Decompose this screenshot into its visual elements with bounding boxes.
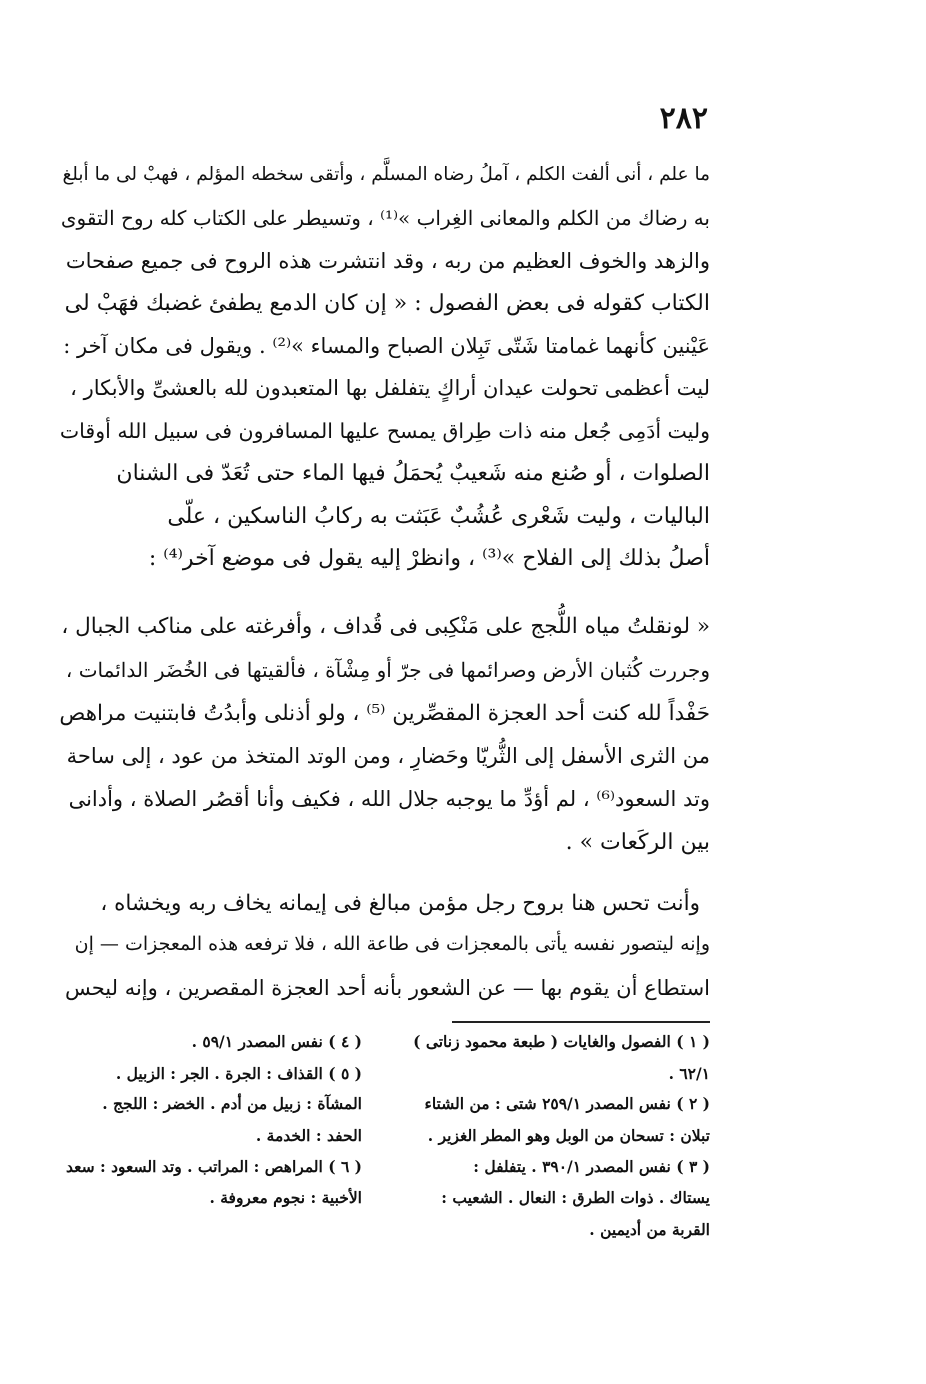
footnote-line: الحفد : الخدمة . (255, 1126, 362, 1145)
body-line: ما علم ، أنى ألفت الكلم ، آملُ رضاه المسلَّم ، وأتقى سخطه المؤلم ، فهبْ لى ما أبلغ (62, 164, 710, 185)
body-line: وليت أدَمِى جُعل منه ذات طِراق يمسح عليها المسافرون فى سبيل الله أوقات (59, 419, 710, 443)
footnote-divider (452, 1021, 710, 1023)
body-line: الباليات ، وليت شَعْرى عُشُبٌ عَبَثت به ركابُ الناسكين ، علّى (167, 504, 710, 529)
footnote-line: ٦٢/١ . (668, 1064, 710, 1083)
quote-line: من الثرى الأسفل إلى الثُّريّا وحَضارِ ، ومن الوتد المتخذ من عود ، إلى ساحة (66, 744, 710, 768)
quote-line: وتد السعود⁽⁶⁾ ، لم أؤدِّ ما يوجبه جلال الله ، فكيف وأنا أقصُر الصلاة ، وأدانى (68, 787, 710, 811)
quote-line: بين الركَعات » . (565, 830, 710, 855)
body-line: الكتاب كقوله فى بعض الفصول : « إن كان الدمع يطفئ غضبك فهَبْ لى (64, 291, 710, 316)
footnote-line: تبلان : تسحان من الوبل وهو المطر الغزير . (427, 1126, 710, 1145)
paragraph-line: استطاع أن يقوم بها — عن الشعور بأنه أحد العجزة المقصرين ، وإنه ليحس (64, 976, 710, 1000)
footnote-line: ( ٣ ) نفس المصدر ٣٩٠/١ . يتفلفل : (473, 1157, 710, 1176)
body-line: عَيْنين كأنهما غمامتا شَتّى تَبِلان الصباح والمساء »⁽²⁾ . ويقول فى مكان آخر : (63, 334, 710, 358)
footnote-line: ( ٢ ) نفس المصدر ٢٥٩/١ شتى : من الشتاء (424, 1094, 710, 1113)
footnote-line: المشآة : زبيل من أدم . الخضر : اللجج . (102, 1094, 362, 1113)
paragraph-line: وأنت تحس هنا بروح رجل مؤمن مبالغ فى إيمانه يخاف ربه ويخشاه ، (100, 891, 700, 916)
footnote-line: ( ٥ ) القذاف : الجرة . الجر : الزبيل . (115, 1064, 362, 1083)
quote-line: وجررت كُثبان الأرض وصرائمها فى جرّ أو مِشْآة ، فألقيتها فى الخُضَر الدائمات ، (65, 658, 710, 682)
body-line: الصلوات ، أو صُنع منه شَعيبٌ يُحمَلُ فيها الماء حتى تُعَدّ فى الشنان (116, 461, 710, 486)
footnote-line: ( ٤ ) نفس المصدر ٥٩/١ . (191, 1032, 362, 1051)
footnote-line: ( ١ ) الفصول والغايات ( طبعة محمود زناتى ) (413, 1032, 710, 1051)
body-line: به رضاك من الكلم والمعانى الغِراب »⁽¹⁾ ، وتسيطر على الكتاب كله روح التقوى (60, 206, 710, 230)
footnote-line: ( ٦ ) المراهص : المراتب . وتد السعود : سعد (66, 1157, 362, 1176)
body-line: ليت أعظمى تحولت عيدان أراكٍ يتفلفل بها المتعبدون لله بالعشىِّ والأبكار ، (70, 376, 710, 400)
footnote-line: الأخبية : نجوم معروفة . (209, 1188, 362, 1207)
quote-line: حَفْداً لله كنت أحد العجزة المقصِّرين ⁽⁵⁾ ، ولو أذنلى وأبدُتُ فابتنيت مراهص (59, 701, 710, 726)
body-line: أصلُ بذلك إلى الفلاح »⁽³⁾ ، وانظرْ إليه يقول فى موضع آخر⁽⁴⁾ : (148, 546, 710, 571)
body-line: والزهد والخوف العظيم من ربه ، وقد انتشرت هذه الروح فى جميع صفحات (65, 249, 710, 273)
quote-line: « لونقلتُ مياه اللُّجج على مَنْكِبى فى قُداف ، وأفرغته على مناكب الجبال ، (61, 614, 710, 639)
page-number: ٢٨٢ (659, 101, 708, 136)
footnote-line: يستاك . ذوات الطرق : النعال . الشعيب : (441, 1188, 710, 1207)
paragraph-line: وإنه ليتصور نفسه يأتى بالمعجزات فى طاعة الله ، فلا ترفعه هذه المعجزات — إن (74, 933, 710, 955)
footnote-line: القربة من أديمين . (589, 1220, 710, 1239)
